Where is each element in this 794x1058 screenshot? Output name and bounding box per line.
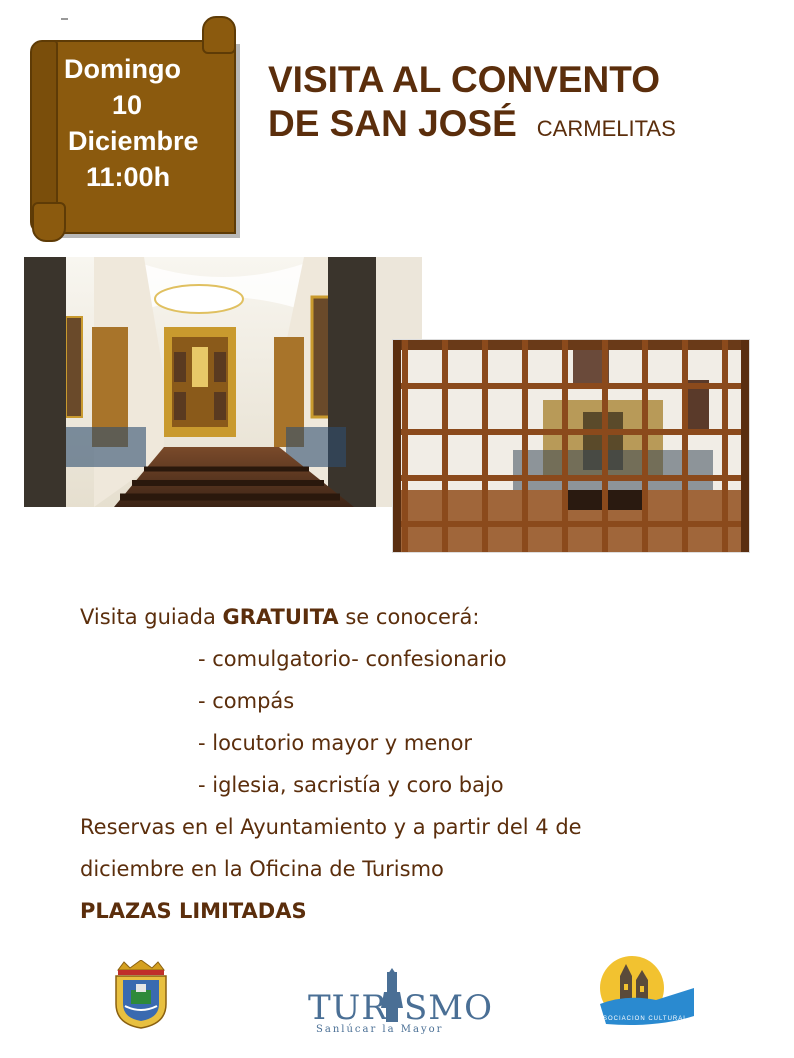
visit-description	[80, 596, 582, 932]
tourism-tagline: Sanlúcar la Mayor	[316, 1024, 444, 1035]
church-interior-photo	[24, 257, 422, 507]
town-coat-of-arms-logo	[108, 960, 174, 1035]
banner-date-number: 10	[112, 90, 143, 120]
association-text: ASOCIACION CULTURAL	[598, 1016, 688, 1022]
list-item: - iglesia, sacristía y coro bajo	[198, 773, 504, 797]
list-item: - compás	[198, 689, 295, 713]
page-title	[268, 58, 676, 151]
intro-line	[80, 596, 582, 638]
coat-of-arms-icon	[108, 960, 174, 1030]
tourism-word-left: TUR	[308, 988, 388, 1028]
grille-room-image	[393, 340, 749, 552]
title-line-2-text: DE SAN JOSÉ	[268, 103, 517, 144]
scroll-top-curl	[202, 16, 236, 54]
cultural-association-logo	[596, 954, 696, 1030]
intro-text: Visita guiada	[80, 605, 223, 629]
date-banner	[28, 14, 248, 246]
reservations-line-2: diciembre en la Oficina de Turismo	[80, 857, 444, 881]
free-label: GRATUITA	[222, 605, 339, 629]
tourism-logo	[308, 968, 493, 1036]
banner-day: Domingo	[64, 54, 181, 84]
title-line-2	[268, 102, 676, 151]
title-subtitle: CARMELITAS	[536, 116, 676, 141]
title-line-1: VISITA AL CONVENTO	[268, 59, 660, 100]
intro-text-end: se conocerá:	[338, 605, 480, 629]
list-item: - comulgatorio- confesionario	[198, 647, 507, 671]
church-interior-image	[24, 257, 422, 507]
reservations-line-1: Reservas en el Ayuntamiento y a partir del 4 de	[80, 815, 582, 839]
banner-month: Diciembre	[68, 126, 199, 156]
tourism-word-right: SMO	[404, 988, 493, 1028]
scroll-bottom-curl	[32, 202, 66, 242]
banner-time: 11:00h	[86, 162, 171, 192]
limited-places-notice: PLAZAS LIMITADAS	[80, 899, 307, 923]
grille-room-photo	[393, 340, 749, 552]
list-item: - locutorio mayor y menor	[198, 731, 473, 755]
